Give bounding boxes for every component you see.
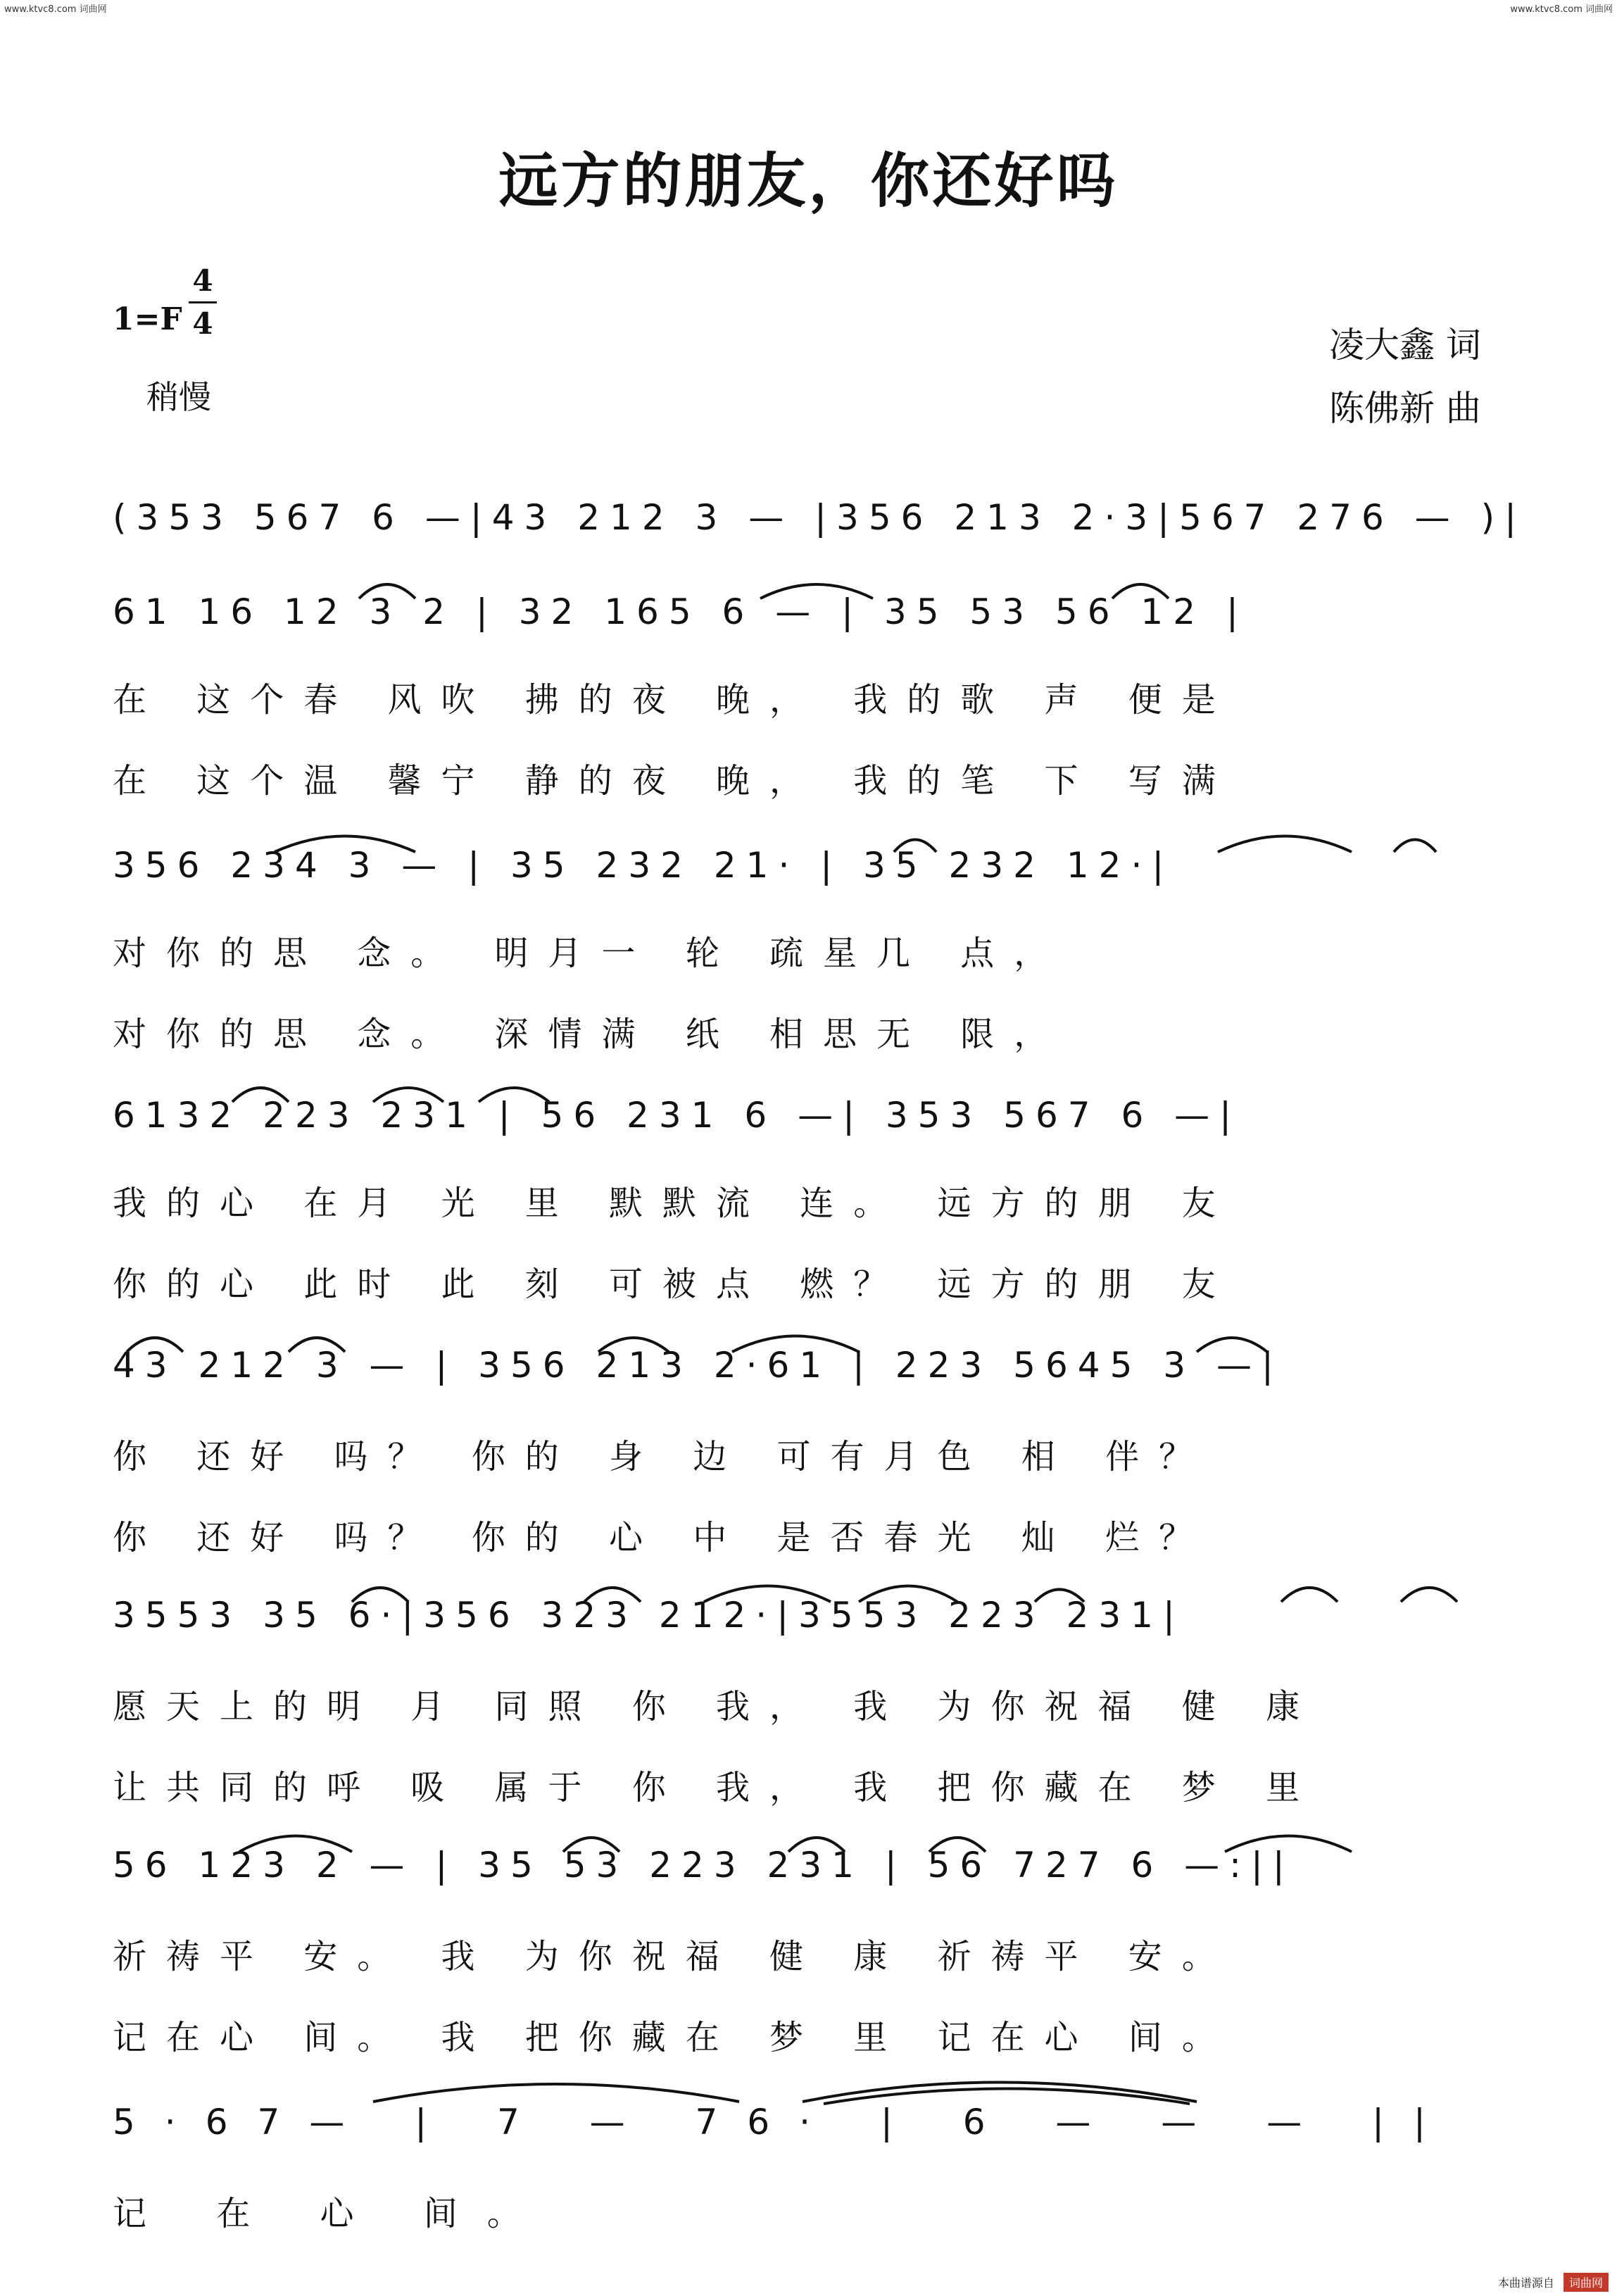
- notation-row: (353 567 6 —|43 212 3 — |356 213 2·3|567 276 — )|: [113, 497, 1526, 538]
- time-signature-top: 4: [192, 263, 213, 298]
- footer-text: 本曲谱源自: [1497, 2276, 1554, 2290]
- notation-row: 3553 35 6·|356 323 212·|3553 223 231|: [113, 1595, 1185, 1636]
- lyric-line-verse-2: 你 还好 吗？ 你的 心 中 是否春光 灿 烂？: [113, 1518, 1213, 1557]
- notation-row: 5·67— | 7 — 76· | 6 — — — ||: [113, 2102, 1455, 2143]
- lyric-line-coda: 记 在 心 间。: [113, 2194, 550, 2233]
- composer-credit: 陈佛新 曲: [1329, 388, 1481, 429]
- lyric-line-verse-1: 你 还好 吗？ 你的 身 边 可有月色 相 伴？: [113, 1437, 1213, 1476]
- time-signature-bottom: 4: [189, 301, 217, 339]
- lyric-line-verse-2: 记在心 间。 我 把你藏在 梦 里 记在心 间。: [113, 2018, 1235, 2057]
- lyric-line-verse-2: 让共同的呼 吸 属于 你 我， 我 把你藏在 梦 里: [113, 1768, 1320, 1807]
- tempo-marking: 稍慢: [146, 378, 211, 416]
- lyric-line-verse-1: 在 这个春 风吹 拂的夜 晚， 我的歌 声 便是: [113, 680, 1235, 720]
- lyric-line-verse-2: 你的心 此时 此 刻 可被点 燃？ 远方的朋 友: [113, 1265, 1235, 1304]
- lyricist-credit: 凌大鑫 词: [1329, 325, 1481, 365]
- lyric-line-verse-1: 愿天上的明 月 同照 你 我， 我 为你祝福 健 康: [113, 1687, 1320, 1726]
- footer-attribution: [1498, 2273, 1609, 2292]
- notation-row: 356 234 3 — | 35 232 21· | 35 232 12·|: [113, 845, 1174, 886]
- lyric-line-verse-2: 在 这个温 馨宁 静的夜 晚， 我的笔 下 写满: [113, 761, 1235, 801]
- key-signature: 1=F: [113, 301, 182, 337]
- notation-row: 61 16 12 3 2 | 32 165 6 — | 35 53 56 12 |: [113, 591, 1248, 632]
- lyric-line-verse-1: 祈祷平 安。 我 为你祝福 健 康 祈祷平 安。: [113, 1937, 1235, 1976]
- lyric-line-verse-2: 对你的思 念。 深情满 纸 相思无 限，: [113, 1015, 1068, 1054]
- notation-row: 43 212 3 — | 356 213 2·61 | 223 5645 3 —|: [113, 1345, 1283, 1386]
- site-logo[interactable]: 词曲网: [1563, 2273, 1609, 2292]
- watermark-left: www.ktvc8.com 词曲网: [4, 4, 107, 15]
- lyric-line-verse-1: 我的心 在月 光 里 默默流 连。 远方的朋 友: [113, 1184, 1235, 1223]
- song-title: 远方的朋友，你还好吗: [498, 146, 1119, 215]
- notation-row: 56 123 2 — | 35 53 223 231 | 56 727 6 —:||: [113, 1845, 1295, 1886]
- slur-marks: [113, 2063, 1517, 2105]
- lyric-line-verse-1: 对你的思 念。 明月一 轮 疏星几 点，: [113, 934, 1068, 973]
- time-signature: [189, 263, 217, 341]
- notation-row: 6132 223 231 | 56 231 6 —| 353 567 6 —|: [113, 1095, 1242, 1136]
- watermark-right: www.ktvc8.com 词曲网: [1510, 4, 1613, 15]
